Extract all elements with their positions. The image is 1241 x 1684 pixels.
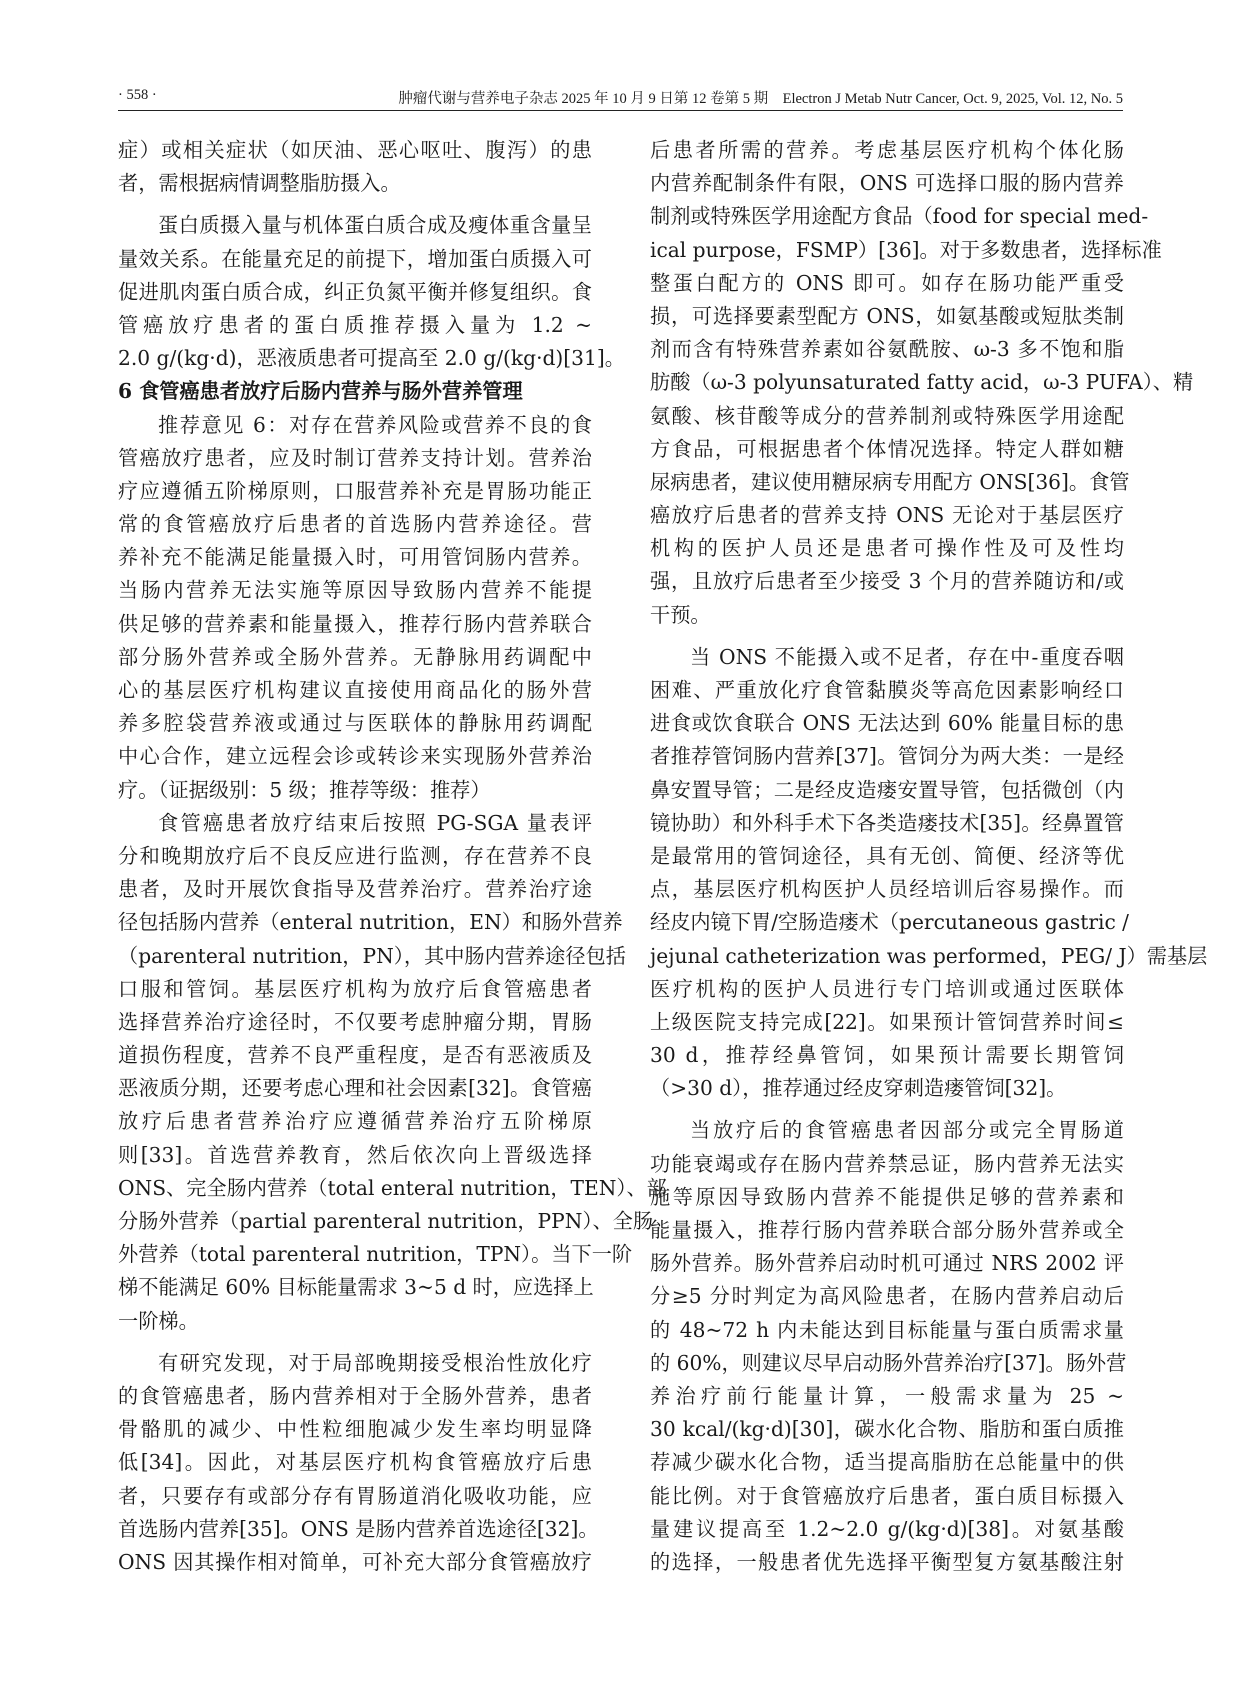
text-line: 症）或相关症状（如厌油、恶心呕吐、腹泻）的患 xyxy=(118,138,592,162)
text-line: 能比例。对于食管癌放疗后患者，蛋白质目标摄入 xyxy=(650,1483,1124,1508)
text-line: 首选肠内营养[35]。ONS 是肠内营养首选途径[32]。 xyxy=(118,1516,599,1541)
text-line: 困难、严重放化疗食管黏膜炎等高危因素影响经口 xyxy=(650,678,1124,702)
text-line: 施等原因导致肠内营养不能提供足够的营养素和 xyxy=(650,1184,1124,1209)
text-line: 分≥5 分时判定为高风险患者，在肠内营养启动后 xyxy=(650,1284,1124,1309)
text-line: jejunal catheterization was performed，PEG/ J）需基层 xyxy=(650,943,1208,968)
paragraph-gap xyxy=(650,632,1124,641)
running-title: 肿瘤代谢与营养电子杂志 2025 年 10 月 9 日第 12 卷第 5 期 Electron J Metab Nutr Cancer, Oct. 9, 2025, Vol. 12, No. 5 xyxy=(398,91,1123,107)
text-line: 整蛋白配方的 ONS 即可。如存在肠功能严重受 xyxy=(650,270,1124,295)
text-line: （parenteral nutrition，PN），其中肠内营养途径包括 xyxy=(118,943,626,968)
text-line: 强，且放疗后患者至少接受 3 个月的营养随访和/或 xyxy=(650,569,1124,594)
text-line: 疗。（证据级别：5 级；推荐等级：推荐） xyxy=(118,777,491,802)
text-line: 则[33]。首选营养教育，然后依次向上晋级选择 xyxy=(118,1142,592,1167)
text-line: 恶液质分期，还要考虑心理和社会因素[32]。食管癌 xyxy=(118,1076,592,1101)
text-line: 的 60%，则建议尽早启动肠外营养治疗[37]。肠外营 xyxy=(650,1350,1127,1375)
text-line: 梯不能满足 60% 目标能量需求 3~5 d 时，应选择上 xyxy=(118,1275,594,1300)
text-line: 低[34]。因此，对基层医疗机构食管癌放疗后患 xyxy=(118,1450,592,1475)
text-line: 推荐意见 6：对存在营养风险或营养不良的食 xyxy=(158,412,592,437)
text-line: 点，基层医疗机构医护人员经培训后容易操作。而 xyxy=(650,877,1124,902)
text-line: 干预。 xyxy=(650,602,711,627)
text-line: 者，需根据病情调整脂肪摄入。 xyxy=(118,171,401,196)
text-line: 骨骼肌的减少、中性粒细胞减少发生率均明显降 xyxy=(118,1417,592,1442)
text-line: 当 ONS 不能摄入或不足者，存在中-重度吞咽 xyxy=(690,644,1124,669)
text-line: 经皮内镜下胃/空肠造瘘术（percutaneous gastric / xyxy=(650,910,1129,935)
text-line: 管癌放疗患者的蛋白质推荐摄入量为 1.2 ~ xyxy=(118,312,592,337)
text-line: 方食品，可根据患者个体情况选择。特定人群如糖 xyxy=(650,436,1124,461)
text-line: 养治疗前行能量计算，一般需求量为 25 ~ xyxy=(650,1383,1124,1408)
text-line: （>30 d），推荐通过经皮穿刺造瘘管饲[32]。 xyxy=(650,1076,1067,1101)
text-line: 管癌放疗患者，应及时制订营养支持计划。营养治 xyxy=(118,445,592,470)
text-line: 癌放疗后患者的营养支持 ONS 无论对于基层医疗 xyxy=(650,503,1124,528)
text-line: 肠外营养。肠外营养启动时机可通过 NRS 2002 评 xyxy=(650,1251,1124,1276)
text-line: ONS 因其操作相对简单，可补充大部分食管癌放疗 xyxy=(118,1549,592,1574)
text-line: 道损伤程度，营养不良严重程度，是否有恶液质及 xyxy=(118,1043,592,1068)
text-line: 30 kcal/(kg·d)[30]，碳水化合物、脂肪和蛋白质推 xyxy=(650,1417,1124,1442)
text-line: 的 48~72 h 内未能达到目标能量与蛋白质需求量 xyxy=(650,1317,1124,1342)
text-line: 口服和管饲。基层医疗机构为放疗后食管癌患者 xyxy=(118,976,592,1001)
paragraph-gap xyxy=(118,1338,592,1347)
text-line: 上级医院支持完成[22]。如果预计管饲营养时间≤ xyxy=(650,1009,1124,1034)
text-line: 放疗后患者营养治疗应遵循营养治疗五阶梯原 xyxy=(118,1109,592,1134)
text-line: 制剂或特殊医学用途配方食品（food for special med- xyxy=(650,204,1149,229)
header-rule xyxy=(118,110,1123,111)
text-line: 促进肌肉蛋白质合成，纠正负氮平衡并修复组织。食 xyxy=(118,279,592,304)
text-line: 医疗机构的医护人员进行专门培训或通过医联体 xyxy=(650,976,1124,1001)
text-line: 常的食管癌放疗后患者的首选肠内营养途径。营 xyxy=(118,512,592,537)
text-line: 肪酸（ω-3 polyunsaturated fatty acid，ω-3 PUFA）、精 xyxy=(650,370,1194,395)
text-line: 镜协助）和外科手术下各类造瘘技术[35]。经鼻置管 xyxy=(650,810,1124,835)
text-line: 内营养配制条件有限，ONS 可选择口服的肠内营养 xyxy=(650,171,1124,196)
text-line: 剂而含有特殊营养素如谷氨酰胺、ω-3 多不饱和脂 xyxy=(650,337,1124,362)
page-number: · 558 · xyxy=(118,87,157,103)
text-line: 选择营养治疗途径时，不仅要考虑肿瘤分期，胃肠 xyxy=(118,1009,592,1034)
text-line: 30 d，推荐经鼻管饲，如果预计需要长期管饲 xyxy=(650,1043,1124,1068)
text-line: 量建议提高至 1.2~2.0 g/(kg·d)[38]。对氨基酸 xyxy=(650,1516,1124,1541)
text-line: 能量摄入，推荐行肠内营养联合部分肠外营养或全 xyxy=(650,1218,1124,1242)
text-line: 荐减少碳水化合物，适当提高脂肪在总能量中的供 xyxy=(650,1450,1124,1475)
text-line: 尿病患者，建议使用糖尿病专用配方 ONS[36]。食管 xyxy=(650,469,1130,494)
left-column xyxy=(118,134,667,1579)
right-column xyxy=(650,134,1208,1579)
text-line: ONS、完全肠内营养（total enteral nutrition，TEN）、部 xyxy=(118,1175,667,1200)
text-line: 功能衰竭或存在肠内营养禁忌证，肠内营养无法实 xyxy=(650,1151,1124,1176)
text-line: 2.0 g/(kg·d)，恶液质患者可提高至 2.0 g/(kg·d)[31]。 xyxy=(118,346,625,371)
text-line: 径包括肠内营养（enteral nutrition，EN）和肠外营养 xyxy=(118,910,623,935)
text-line: 的选择，一般患者优先选择平衡型复方氨基酸注射 xyxy=(650,1549,1124,1574)
paragraph-gap xyxy=(118,200,592,209)
text-line: 是最常用的管饲途径，具有无创、简便、经济等优 xyxy=(650,843,1124,868)
text-line: 分和晚期放疗后不良反应进行监测，存在营养不良 xyxy=(118,843,592,868)
text-line: 后患者所需的营养。考虑基层医疗机构个体化肠 xyxy=(650,138,1124,162)
text-line: 供足够的营养素和能量摄入，推荐行肠内营养联合 xyxy=(118,611,592,636)
page-header xyxy=(118,84,1123,110)
text-line: 进食或饮食联合 ONS 无法达到 60% 能量目标的患 xyxy=(650,711,1124,736)
text-line: 食管癌患者放疗结束后按照 PG-SGA 量表评 xyxy=(158,810,592,835)
text-line: 鼻安置导管；二是经皮造瘘安置导管，包括微创（内 xyxy=(650,777,1124,802)
text-line: 当放疗后的食管癌患者因部分或完全胃肠道 xyxy=(690,1118,1124,1143)
text-line: 蛋白质摄入量与机体蛋白质合成及瘦体重含量呈 xyxy=(158,213,592,238)
text-line: 者推荐管饲肠内营养[37]。管饲分为两大类：一是经 xyxy=(650,744,1124,769)
text-line: 养多腔袋营养液或通过与医联体的静脉用药调配 xyxy=(118,711,592,736)
text-line: 量效关系。在能量充足的前提下，增加蛋白质摄入可 xyxy=(118,246,592,271)
text-line: 损，可选择要素型配方 ONS，如氨基酸或短肽类制 xyxy=(650,303,1124,328)
text-line: 一阶梯。 xyxy=(118,1308,199,1333)
text-line: 心的基层医疗机构建议直接使用商品化的肠外营 xyxy=(118,678,592,702)
text-line: 有研究发现，对于局部晚期接受根治性放化疗 xyxy=(158,1350,592,1375)
text-line: 机构的医护人员还是患者可操作性及可及性均 xyxy=(650,536,1124,561)
text-line: 部分肠外营养或全肠外营养。无静脉用药调配中 xyxy=(118,644,592,669)
section-heading: 6 食管癌患者放疗后肠内营养与肠外营养管理 xyxy=(118,379,523,404)
text-line: 中心合作，建立远程会诊或转诊来实现肠外营养治 xyxy=(118,744,592,769)
text-line: ical purpose，FSMP）[36]。对于多数患者，选择标准 xyxy=(650,237,1162,262)
text-line: 分肠外营养（partial parenteral nutrition，PPN）、全肠 xyxy=(118,1209,654,1233)
text-line: 者，只要存有或部分存有胃肠道消化吸收功能，应 xyxy=(118,1483,592,1508)
text-line: 当肠内营养无法实施等原因导致肠内营养不能提 xyxy=(118,578,592,603)
text-line: 疗应遵循五阶梯原则，口服营养补充是胃肠功能正 xyxy=(118,478,592,503)
text-line: 外营养（total parenteral nutrition，TPN）。当下一阶 xyxy=(118,1242,633,1267)
text-line: 的食管癌患者，肠内营养相对于全肠外营养，患者 xyxy=(118,1383,592,1408)
paragraph-gap xyxy=(650,1105,1124,1114)
text-line: 养补充不能满足能量摄入时，可用管饲肠内营养。 xyxy=(118,545,592,570)
text-line: 氨酸、核苷酸等成分的营养制剂或特殊医学用途配 xyxy=(650,403,1124,428)
text-line: 患者，及时开展饮食指导及营养治疗。营养治疗途 xyxy=(118,877,592,902)
